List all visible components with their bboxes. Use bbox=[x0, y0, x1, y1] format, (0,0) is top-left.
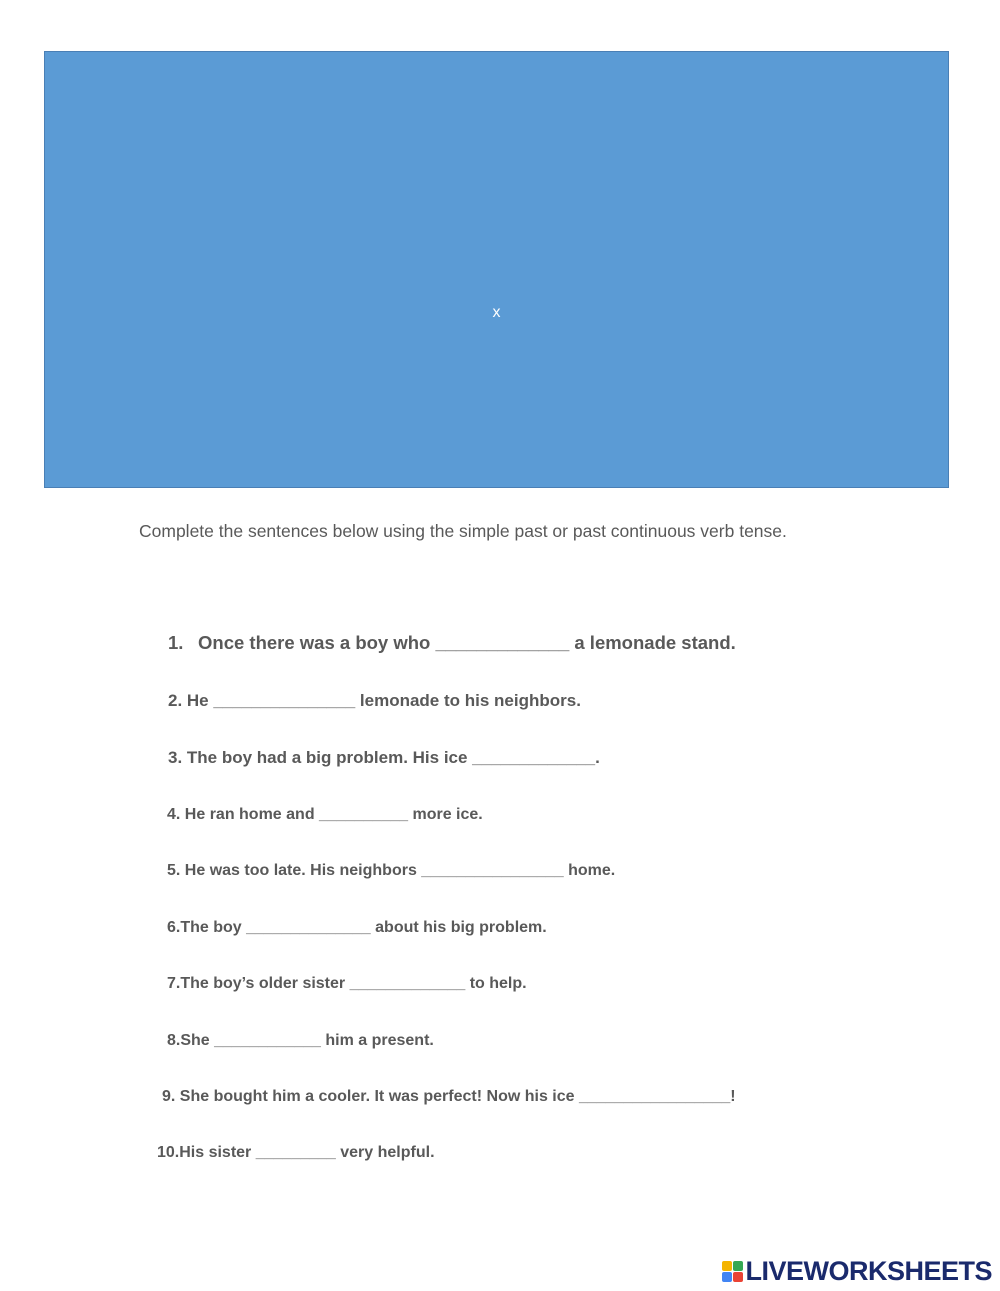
liveworksheets-logo bbox=[722, 1256, 992, 1286]
logo-block bbox=[733, 1272, 743, 1282]
question-8: 8.She ____________ him a present. bbox=[167, 1032, 434, 1049]
instructions-text: Complete the sentences below using the simple past or past continuous verb tense. bbox=[139, 521, 787, 541]
logo-text: LIVEWORKSHEETS bbox=[745, 1255, 992, 1286]
logo-block bbox=[722, 1261, 732, 1271]
question-9: 9. She bought him a cooler. It was perfect! Now his ice _________________! bbox=[162, 1088, 736, 1105]
question-1-number: 1. bbox=[168, 632, 184, 653]
question-6: 6.The boy ______________ about his big problem. bbox=[167, 919, 547, 936]
logo-block bbox=[722, 1272, 732, 1282]
question-3: 3. The boy had a big problem. His ice _____________. bbox=[168, 748, 600, 767]
logo-block bbox=[733, 1261, 743, 1271]
question-1-text: Once there was a boy who _____________ a lemonade stand. bbox=[198, 632, 736, 653]
question-2: 2. He _______________ lemonade to his neighbors. bbox=[168, 691, 581, 710]
question-7: 7.The boy’s older sister _____________ to help. bbox=[167, 975, 527, 992]
question-10: 10.His sister _________ very helpful. bbox=[157, 1144, 435, 1161]
logo-blocks-icon bbox=[722, 1261, 743, 1282]
question-1 bbox=[168, 632, 736, 654]
header-banner-image bbox=[44, 51, 949, 488]
question-4: 4. He ran home and __________ more ice. bbox=[167, 806, 483, 823]
question-5: 5. He was too late. His neighbors ________________ home. bbox=[167, 862, 616, 879]
banner-placeholder-mark: x bbox=[492, 304, 501, 321]
